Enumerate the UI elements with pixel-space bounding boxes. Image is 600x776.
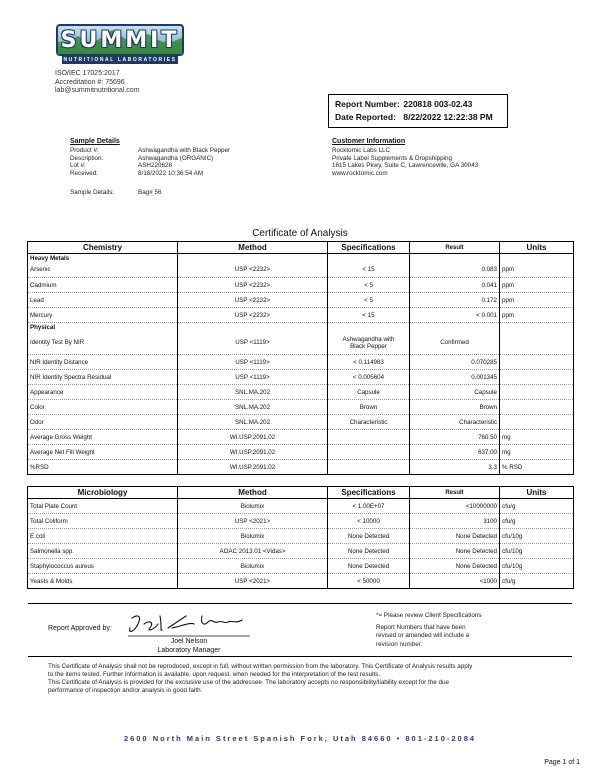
test-result: 637.00 <box>410 445 500 460</box>
test-result: 3100 <box>410 514 500 529</box>
test-name: Color <box>28 400 178 415</box>
test-method: Biolumix <box>178 559 328 574</box>
approver <box>124 637 254 655</box>
table-row <box>28 574 574 589</box>
test-method: USP <2232> <box>178 263 328 278</box>
description-label: Description: <box>70 154 104 162</box>
test-spec: < 5 <box>328 278 410 293</box>
iso-text: ISO/IEC 17025:2017 <box>55 70 120 77</box>
page-number: Page 1 of 1 <box>544 759 580 766</box>
received-label: Received: <box>70 169 99 177</box>
test-name: %RSD <box>28 460 178 475</box>
test-unit: % RSD <box>500 460 574 475</box>
test-unit: mg <box>500 445 574 460</box>
sample-details <box>70 138 230 197</box>
test-unit <box>500 355 574 370</box>
test-unit: cfu/g <box>500 499 574 514</box>
test-result: None Detected <box>410 559 500 574</box>
test-result: <1000 <box>410 574 500 589</box>
test-method: WI.USP.2091.02 <box>178 430 328 445</box>
test-result: 760.50 <box>410 430 500 445</box>
microbiology-header-row <box>28 487 574 499</box>
specifications-header: Specifications <box>328 242 410 254</box>
section-heavy-metals: Heavy Metals <box>28 254 178 263</box>
table-row <box>28 370 574 385</box>
test-unit: ppm <box>500 263 574 278</box>
test-method: Biolumix <box>178 529 328 544</box>
test-method: AOAC 2013.01 <Vidas> <box>178 544 328 559</box>
footer-address: 2600 North Main Street Spanish Fork, Utah 84660 • 801-210-2084 <box>123 734 477 743</box>
test-spec: < 5 <box>328 293 410 308</box>
test-method: Biolumix <box>178 499 328 514</box>
test-unit: ppm <box>500 278 574 293</box>
test-name: Mercury <box>28 308 178 323</box>
units-header: Units <box>500 487 574 499</box>
revision-note-line-2: revised or amended will include a <box>376 632 470 639</box>
chemistry-header: Chemistry <box>28 242 178 254</box>
test-method: SNL.MA.202 <box>178 400 328 415</box>
disclaimer-line: This Certificate of Analysis shall not be reproduced, except in full, without written permission from the laboratory. This Certificate of Analysis results apply <box>48 663 473 670</box>
test-result: Capsule <box>410 385 500 400</box>
table-row <box>28 430 574 445</box>
client-spec-note: *= Please review Client Specifications <box>376 612 482 619</box>
sample-details-title: Sample Details <box>70 138 120 145</box>
test-method: USP <2021> <box>178 574 328 589</box>
test-method: SNL.MA.202 <box>178 385 328 400</box>
test-unit: cfu/g <box>500 514 574 529</box>
test-name: Average Net Fill Weight <box>28 445 178 460</box>
table-row <box>28 400 574 415</box>
test-method: WI.USP.2091.02 <box>178 460 328 475</box>
test-unit: mg <box>500 430 574 445</box>
lab-accreditation <box>55 70 140 96</box>
test-method: USP <1119> <box>178 370 328 385</box>
test-result: 3.3 <box>410 460 500 475</box>
table-row <box>28 263 574 278</box>
test-unit <box>500 415 574 430</box>
divider <box>28 603 572 604</box>
table-row <box>28 293 574 308</box>
test-spec: < 1.00E+07 <box>328 499 410 514</box>
table-section-row <box>28 323 574 332</box>
accreditation-text: Accreditation #: 75696 <box>55 78 125 86</box>
summit-logo <box>56 24 184 64</box>
table-row <box>28 308 574 323</box>
product-value: Ashwagandha with Black Pepper <box>138 147 231 154</box>
microbiology-header: Microbiology <box>28 487 178 499</box>
table-row <box>28 332 574 355</box>
customer-information <box>332 138 478 177</box>
description-value: Ashwagandha (ORGANIC) <box>138 154 214 162</box>
chemistry-header-row <box>28 242 574 254</box>
test-method: USP <2232> <box>178 293 328 308</box>
test-method: USP <2232> <box>178 308 328 323</box>
test-result: 0.083 <box>410 263 500 278</box>
test-result: None Detected <box>410 529 500 544</box>
test-spec: None Detected <box>328 544 410 559</box>
table-row <box>28 445 574 460</box>
test-spec: Characteristic <box>328 415 410 430</box>
test-name: Staphylococcus aureus <box>28 559 178 574</box>
test-method: USP <1119> <box>178 355 328 370</box>
test-name: Cadmium <box>28 278 178 293</box>
test-method: USP <1119> <box>178 332 328 355</box>
test-result: 0.041 <box>410 278 500 293</box>
test-result: 0.172 <box>410 293 500 308</box>
table-row <box>28 559 574 574</box>
disclaimer-line: to the items tested. Further information is available, upon request, when needed for the interpretation of the test results. <box>48 671 381 678</box>
test-spec: None Detected <box>328 559 410 574</box>
table-row <box>28 514 574 529</box>
test-name: Appearance <box>28 385 178 400</box>
test-result: Confirmed <box>410 332 500 355</box>
test-spec: < 10000 <box>328 514 410 529</box>
signature-image <box>124 612 254 638</box>
lab-email: lab@summitnutritional.com <box>55 87 140 94</box>
test-method: SNL.MA.202 <box>178 415 328 430</box>
table-row <box>28 385 574 400</box>
test-result: 0.001345 <box>410 370 500 385</box>
lot-value: ASH220628 <box>138 162 172 170</box>
test-spec: < 0.005604 <box>328 370 410 385</box>
disclaimer <box>48 663 568 695</box>
approver-role: Laboratory Manager <box>157 647 221 654</box>
lot-label: Lot #: <box>70 162 86 170</box>
date-reported: 8/22/2022 12:22:38 PM <box>403 112 493 122</box>
test-spec-line-1: Ashwagandha with <box>342 335 395 343</box>
test-name: Salmonella spp. <box>28 544 178 559</box>
test-name: Average Gross Weight <box>28 430 178 445</box>
logo-tagline: NUTRITIONAL LABORATORIES <box>63 57 177 63</box>
table-row <box>28 415 574 430</box>
report-approved-label: Report Approved by: <box>48 625 112 632</box>
test-unit: cfu/g <box>500 574 574 589</box>
test-spec: Brown <box>328 400 410 415</box>
customer-line-2: Private Label Supplements & Dropshipping <box>332 154 453 162</box>
test-name: Identity Test By NIR <box>28 332 178 355</box>
divider <box>28 656 572 657</box>
date-reported-label: Date Reported: <box>335 112 396 122</box>
customer-title: Customer Information <box>332 138 406 145</box>
specifications-header: Specifications <box>328 487 410 499</box>
report-notes <box>376 612 482 649</box>
test-unit <box>500 400 574 415</box>
test-unit: cfu/10g <box>500 544 574 559</box>
test-name: NIR Identity Distance <box>28 355 178 370</box>
test-unit <box>500 385 574 400</box>
test-spec: None Detected <box>328 529 410 544</box>
revision-note-line-3: revision number. <box>376 640 423 648</box>
test-spec <box>328 430 410 445</box>
test-spec: < 0.114983 <box>328 355 410 370</box>
chemistry-table <box>27 241 574 475</box>
method-header: Method <box>178 242 328 254</box>
disclaimer-line: performance of inspection and/or analysis in good faith. <box>48 687 203 694</box>
table-row <box>28 529 574 544</box>
customer-name: Rocktomic Labs LLC <box>332 147 391 154</box>
test-unit: cfu/10g <box>500 559 574 574</box>
approver-name: Joel Nelson <box>170 638 208 645</box>
test-name: Lead <box>28 293 178 308</box>
logo-wordmark: SUMMIT <box>60 27 180 53</box>
customer-website: www.rocktomic.com <box>332 169 388 177</box>
test-unit: cfu/10g <box>500 529 574 544</box>
test-spec <box>328 332 410 355</box>
report-info-box <box>328 94 508 128</box>
test-result: < 0.001 <box>410 308 500 323</box>
test-spec <box>328 445 410 460</box>
test-name: E.coli <box>28 529 178 544</box>
table-row <box>28 544 574 559</box>
test-spec: < 15 <box>328 263 410 278</box>
result-header: Result <box>410 487 500 499</box>
test-name: Odor <box>28 415 178 430</box>
revision-note-line-1: Report Numbers that have been <box>376 623 466 631</box>
sample-details-value: Bag# 56 <box>138 189 162 197</box>
test-spec <box>328 460 410 475</box>
result-header: Result <box>410 242 500 254</box>
units-header: Units <box>500 242 574 254</box>
coa-title: Certificate of Analysis <box>252 228 348 239</box>
test-unit: ppm <box>500 308 574 323</box>
method-header: Method <box>178 487 328 499</box>
test-unit <box>500 370 574 385</box>
test-unit <box>500 332 574 355</box>
table-section-row <box>28 254 574 263</box>
sample-details-label: Sample Details: <box>70 189 115 197</box>
test-spec: < 50000 <box>328 574 410 589</box>
test-result: <10000000 <box>410 499 500 514</box>
test-spec: Capsule <box>328 385 410 400</box>
test-result: None Detected <box>410 544 500 559</box>
section-physical: Physical <box>28 323 178 332</box>
customer-address: 1615 Lakes Pkwy, Suite C, Lawrenceville, GA 30043 <box>332 162 479 170</box>
test-result: Brown <box>410 400 500 415</box>
test-method: USP <2021> <box>178 514 328 529</box>
test-spec: < 15 <box>328 308 410 323</box>
test-spec-line-2: Black Pepper <box>350 342 387 350</box>
test-method: WI.USP.2091.02 <box>178 445 328 460</box>
report-number: 220818 003-02.43 <box>403 99 473 109</box>
test-result: Characteristic <box>410 415 500 430</box>
test-name: Arsenic <box>28 263 178 278</box>
test-result: 0.070285 <box>410 355 500 370</box>
report-number-label: Report Number: <box>335 99 400 109</box>
test-method: USP <2232> <box>178 278 328 293</box>
test-name: Total Plate Count <box>28 499 178 514</box>
test-name: Total Coliform <box>28 514 178 529</box>
table-row <box>28 278 574 293</box>
table-row <box>28 499 574 514</box>
table-row <box>28 460 574 475</box>
received-value: 8/18/2022 10:36:54 AM <box>138 169 204 177</box>
test-name: NIR Identity Spectra Residual <box>28 370 178 385</box>
microbiology-table <box>27 486 574 589</box>
test-name: Yeasts & Molds <box>28 574 178 589</box>
product-label: Product #: <box>70 147 99 154</box>
disclaimer-line: This Certificate of Analysis is provided for the exclusive use of the addressee. The laboratory accepts no responsibility/liability except for the due <box>48 679 449 686</box>
test-unit: ppm <box>500 293 574 308</box>
table-row <box>28 355 574 370</box>
